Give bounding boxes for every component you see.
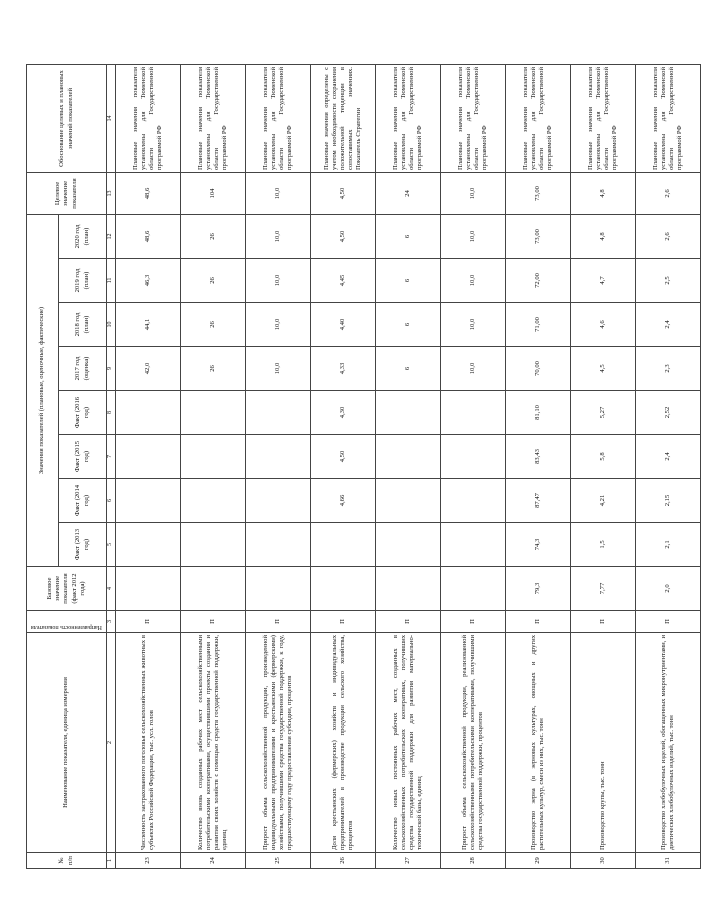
value-2015: 5,8 (571, 435, 636, 479)
row-number: 24 (181, 853, 246, 869)
value-2020: 6 (376, 215, 441, 259)
base-value (441, 567, 506, 611)
value-2020: 4,8 (571, 215, 636, 259)
justification: Плановые значения определены с учетом необходимости сохранения положительной тенденции в сопоставимых значениях. Показатель Стратегии (311, 65, 376, 173)
value-2020: 2,6 (636, 215, 701, 259)
value-2013 (311, 523, 376, 567)
value-2019: 10,0 (441, 259, 506, 303)
target-value: 48,6 (116, 173, 181, 215)
header-year: 2018 год (план) (59, 303, 107, 347)
header-year: Факт (2013 год) (59, 523, 107, 567)
value-2014: 4,21 (571, 479, 636, 523)
value-2016: 2,52 (636, 391, 701, 435)
value-2016: 5,27 (571, 391, 636, 435)
header-num: № п/п (27, 853, 107, 869)
value-2020: 10,0 (246, 215, 311, 259)
direction: П (246, 611, 311, 633)
column-number: 12 (107, 215, 116, 259)
row-number: 26 (311, 853, 376, 869)
value-2014 (246, 479, 311, 523)
base-value: 7,77 (571, 567, 636, 611)
indicator-name: Производство крупы, тыс. тонн (571, 633, 636, 853)
value-2015 (181, 435, 246, 479)
base-value (311, 567, 376, 611)
value-2015 (246, 435, 311, 479)
table-row (181, 65, 246, 869)
target-value: 10,0 (246, 173, 311, 215)
value-2013 (441, 523, 506, 567)
value-2018: 71,00 (506, 303, 571, 347)
value-2018: 10,0 (441, 303, 506, 347)
value-2014: 87,47 (506, 479, 571, 523)
value-2020: 26 (181, 215, 246, 259)
header-year: 2017 год (оценка) (59, 347, 107, 391)
value-2015: 4,50 (311, 435, 376, 479)
value-2019: 72,00 (506, 259, 571, 303)
column-number: 8 (107, 391, 116, 435)
table-row (116, 65, 181, 869)
table-row (376, 65, 441, 869)
row-number: 23 (116, 853, 181, 869)
value-2020: 4,50 (311, 215, 376, 259)
value-2016 (376, 391, 441, 435)
indicator-name: Производство зерна (в зерновых культурах, овощных и других растительных культур, смеси из них, тыс. тонн (506, 633, 571, 853)
row-number: 30 (571, 853, 636, 869)
value-2016 (116, 391, 181, 435)
value-2018: 10,0 (246, 303, 311, 347)
row-number: 27 (376, 853, 441, 869)
indicator-name: Доля крестьянских (фермерских) хозяйств и индивидуальных предпринимателей в производстве продукции сельского хозяйства, процентов (311, 633, 376, 853)
value-2020: 73,00 (506, 215, 571, 259)
header-name: Наименование показателя, единица измерения (27, 633, 107, 853)
value-2016: 4,30 (311, 391, 376, 435)
direction: П (571, 611, 636, 633)
row-number: 28 (441, 853, 506, 869)
target-value: 4,8 (571, 173, 636, 215)
table-row (246, 65, 311, 869)
header-year: Факт (2016 год) (59, 391, 107, 435)
justification: Плановые значения показателя установлены для Тюменской области Государственной программой РФ (636, 65, 701, 173)
value-2014 (376, 479, 441, 523)
value-2015 (441, 435, 506, 479)
value-2013 (181, 523, 246, 567)
value-2016 (181, 391, 246, 435)
target-value: 104 (181, 173, 246, 215)
row-number: 25 (246, 853, 311, 869)
direction: П (116, 611, 181, 633)
header-year: Факт (2015 год) (59, 435, 107, 479)
value-2017: 4,33 (311, 347, 376, 391)
base-value: 79,3 (506, 567, 571, 611)
value-2019: 26 (181, 259, 246, 303)
value-2018: 4,6 (571, 303, 636, 347)
value-2015: 83,43 (506, 435, 571, 479)
target-value: 73,00 (506, 173, 571, 215)
value-2017: 10,0 (246, 347, 311, 391)
justification: Плановые значения показателя установлены для Тюменской области Государственной программой РФ (571, 65, 636, 173)
indicator-name: Численность застрахованного поголовья сельскохозяйственных животных в субъектах Российской Федерации, тыс. усл. голов (116, 633, 181, 853)
value-2018: 26 (181, 303, 246, 347)
justification: Плановые значения показателя установлены для Тюменской области Государственной программой РФ (181, 65, 246, 173)
value-2016 (441, 391, 506, 435)
base-value (246, 567, 311, 611)
value-2013 (116, 523, 181, 567)
value-2016 (246, 391, 311, 435)
base-value (376, 567, 441, 611)
column-number: 14 (107, 65, 116, 173)
column-number: 13 (107, 173, 116, 215)
column-number: 10 (107, 303, 116, 347)
column-number: 11 (107, 259, 116, 303)
direction: П (311, 611, 376, 633)
value-2020: 48,6 (116, 215, 181, 259)
row-number: 29 (506, 853, 571, 869)
value-2017: 26 (181, 347, 246, 391)
value-2014: 2,15 (636, 479, 701, 523)
column-number: 1 (107, 853, 116, 869)
table-row (636, 65, 701, 869)
value-2017: 70,00 (506, 347, 571, 391)
value-2013: 2,1 (636, 523, 701, 567)
value-2015: 2,4 (636, 435, 701, 479)
column-number-row (107, 65, 116, 869)
justification: Плановые значения показателя установлены для Тюменской области Государственной программой РФ (506, 65, 571, 173)
header-row-1 (27, 65, 59, 869)
direction: П (376, 611, 441, 633)
header-base: Базовое значение показателя (факт 2012 года) (27, 567, 107, 611)
header-year: Факт (2014 год) (59, 479, 107, 523)
indicator-name: Количество вновь созданных рабочих мест сельскохозяйственными потребительскими кооперативами, осуществившими проекты создания и развития своих хозяйств с помощью средств государственной поддержки, единиц (181, 633, 246, 853)
base-value (116, 567, 181, 611)
table-body (116, 65, 701, 869)
value-2013 (246, 523, 311, 567)
value-2020: 10,0 (441, 215, 506, 259)
target-value: 2,6 (636, 173, 701, 215)
value-2019: 4,45 (311, 259, 376, 303)
column-number: 5 (107, 523, 116, 567)
value-2014 (181, 479, 246, 523)
column-number: 7 (107, 435, 116, 479)
justification: Плановые значения показателя установлены для Тюменской области Государственной программой РФ (246, 65, 311, 173)
table-row (571, 65, 636, 869)
value-2017: 42,0 (116, 347, 181, 391)
value-2018: 44,1 (116, 303, 181, 347)
column-number: 4 (107, 567, 116, 611)
justification: Плановые значения показателя установлены для Тюменской области Государственной программой РФ (116, 65, 181, 173)
value-2017: 4,5 (571, 347, 636, 391)
value-2013 (376, 523, 441, 567)
target-value: 24 (376, 173, 441, 215)
value-2014 (116, 479, 181, 523)
value-2015 (116, 435, 181, 479)
value-2017: 2,3 (636, 347, 701, 391)
justification: Плановые значения показателя установлены для Тюменской области Государственной программой РФ (376, 65, 441, 173)
table-row (441, 65, 506, 869)
value-2015 (376, 435, 441, 479)
table-row (506, 65, 571, 869)
value-2017: 10,0 (441, 347, 506, 391)
indicator-name: Прирост объема сельскохозяйственной продукции, реализованной сельскохозяйственными потребительскими кооперативами, получившими средства государственной поддержки, процентов (441, 633, 506, 853)
value-2013: 74,3 (506, 523, 571, 567)
direction: П (506, 611, 571, 633)
indicator-name: Производство хлебобулочных изделий, обогащенных микронутриентами, и диетических хлебобулочных изделий, тыс. тонн (636, 633, 701, 853)
column-number: 9 (107, 347, 116, 391)
row-number: 31 (636, 853, 701, 869)
indicator-name: Количество новых постоянных рабочих мест, созданных в сельскохозяйственных потребительских кооперативах, получивших средства государственной поддержки для развития материально-технической базы, единиц (376, 633, 441, 853)
target-value: 10,0 (441, 173, 506, 215)
target-value: 4,50 (311, 173, 376, 215)
header-justification: Обоснование целевых и плановых значений показателей (27, 65, 107, 173)
direction: П (636, 611, 701, 633)
direction: П (441, 611, 506, 633)
header-year: 2020 год (план) (59, 215, 107, 259)
header-direction: Направленность показателя (27, 611, 107, 633)
table-row (311, 65, 376, 869)
value-2014: 4,66 (311, 479, 376, 523)
value-2018: 2,4 (636, 303, 701, 347)
value-2018: 4,40 (311, 303, 376, 347)
value-2014 (441, 479, 506, 523)
header-year: 2019 год (план) (59, 259, 107, 303)
value-2016: 81,10 (506, 391, 571, 435)
header-target: Целевое значение показателя (27, 173, 107, 215)
value-2019: 4,7 (571, 259, 636, 303)
value-2019: 46,3 (116, 259, 181, 303)
column-number: 6 (107, 479, 116, 523)
indicators-table (26, 64, 701, 869)
column-number: 3 (107, 611, 116, 633)
indicator-name: Прирост объема сельскохозяйственной продукции, произведенной индивидуальными предпринимателями и крестьянскими (фермерскими) хозяйствами, получившими средства государственной поддержки, к году, предшествующему году предоставления субсидии, процентов (246, 633, 311, 853)
value-2019: 6 (376, 259, 441, 303)
base-value: 2,0 (636, 567, 701, 611)
value-2019: 2,5 (636, 259, 701, 303)
header-values-group: Значения показателей (плановые, оценочные, фактические) (27, 215, 59, 567)
value-2013: 1,5 (571, 523, 636, 567)
direction: П (181, 611, 246, 633)
column-number: 2 (107, 633, 116, 853)
value-2017: 6 (376, 347, 441, 391)
value-2019: 10,0 (246, 259, 311, 303)
justification: Плановые значения показателя установлены для Тюменской области Государственной программой РФ (441, 65, 506, 173)
value-2018: 6 (376, 303, 441, 347)
base-value (181, 567, 246, 611)
